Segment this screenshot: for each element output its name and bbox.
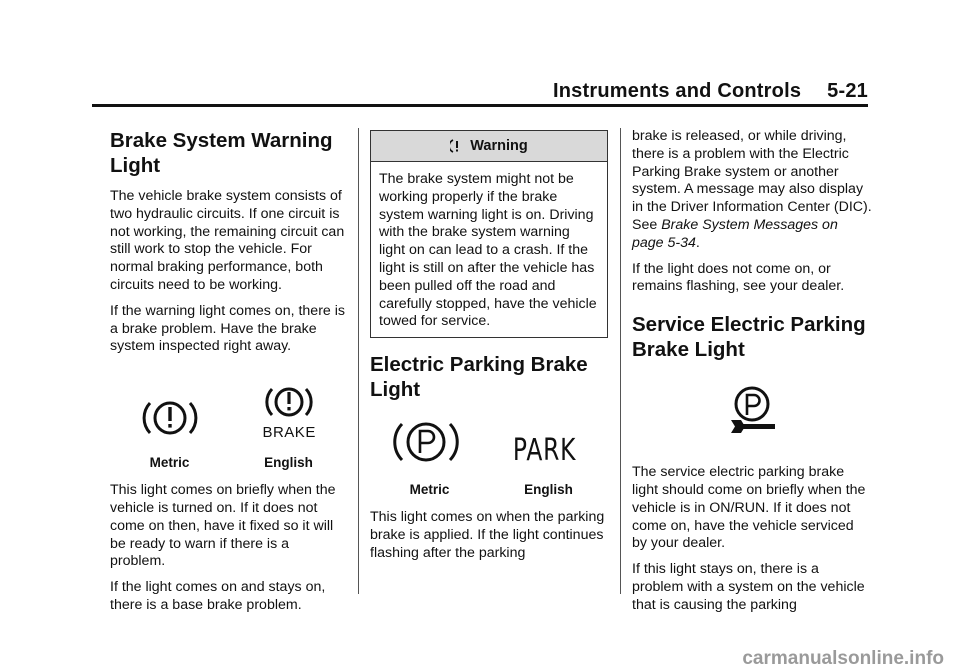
section-title: Instruments and Controls (553, 80, 802, 102)
header-rule (92, 104, 868, 107)
service-parking-brake-heading: Service Electric Parking Brake Light (632, 313, 866, 362)
warning-text: The brake system might not be working properly if the brake system warning light is on. Driving with the brake system warning light on can lead to a crash. If the light is still on after the vehicle has been pulled off the road and carefully stopped, have the vehicle towed for service. (379, 171, 597, 330)
brake-icon-label: BRAKE (262, 424, 316, 442)
running-head (553, 80, 868, 103)
paragraph (632, 128, 872, 253)
column-divider (358, 128, 359, 594)
column-1 (110, 128, 348, 623)
column-2 (370, 128, 608, 571)
paragraph: The service electric parking brake light should come on briefly when the vehicle is in ON/RUN. If it does not come on, have the vehicle serviced by your dealer. (632, 464, 866, 552)
paragraph-text: brake is released, or while driving, there is a problem with the Electric Parking Brake system or another system. A message may also display in the Driver Information Center (DIC). See (632, 128, 872, 233)
column-divider (620, 128, 621, 594)
column-3 (632, 128, 872, 623)
park-icon-label: PARK (513, 433, 577, 469)
brake-warning-english-icon (262, 382, 315, 441)
paragraph: If the light does not come on, or remains flashing, see your dealer. (632, 260, 845, 295)
warning-box (370, 130, 608, 338)
parking-brake-heading: Electric Parking Brake Light (370, 353, 588, 402)
paragraph: The vehicle brake system consists of two hydraulic circuits. If one circuit is not working, the remaining circuit can still work to stop the vehicle. For normal braking performance, both circuits need to be working. (110, 188, 345, 293)
paragraph-end: . (695, 234, 700, 251)
parking-brake-metric-icon (393, 416, 459, 468)
parking-brake-english-icon (504, 434, 585, 468)
metric-caption: Metric (409, 482, 450, 498)
warning-header (371, 131, 607, 162)
watermark: carmanualsonline.info (742, 648, 944, 669)
paragraph: If the warning light comes on, there is a brake problem. Have the brake system inspected right away. (110, 302, 346, 355)
english-caption: English (524, 482, 573, 498)
paragraph: If the light comes on and stays on, there is a base brake problem. (110, 579, 326, 613)
paragraph: This light comes on when the parking brake is applied. If the light continues flashing after the parking (370, 509, 605, 561)
page-number: 5-21 (827, 80, 868, 102)
paragraph: This light comes on briefly when the vehicle is turned on. If it does not come on then, have it fixed so it will be ready to warn if there is a problem. (110, 482, 336, 570)
english-caption: English (264, 455, 313, 471)
warning-label: Warning (470, 138, 528, 154)
warning-icon (450, 138, 464, 154)
metric-caption: Metric (149, 455, 190, 471)
paragraph: If this light stays on, there is a problem with a system on the vehicle that is causing the parking (632, 561, 865, 613)
cross-reference-link[interactable]: Brake System Messages on page 5-34 (632, 216, 838, 251)
brake-warning-heading: Brake System Warning Light (110, 129, 333, 177)
brake-warning-metric-icon (142, 395, 198, 441)
service-parking-brake-icon (725, 384, 779, 436)
